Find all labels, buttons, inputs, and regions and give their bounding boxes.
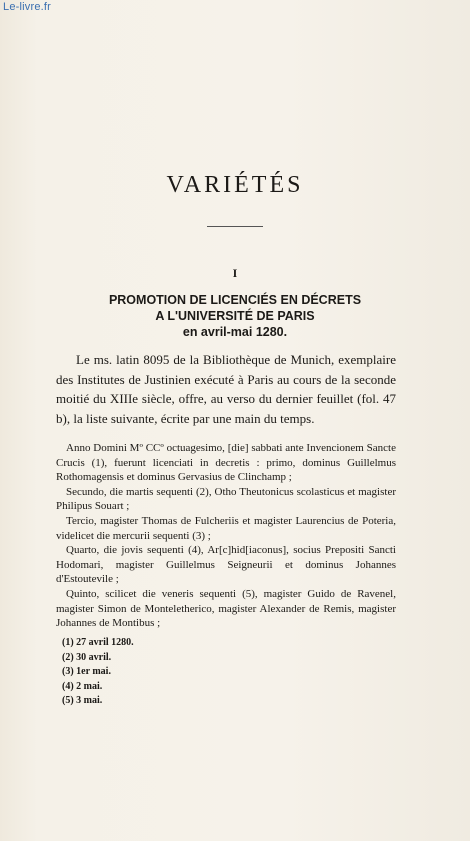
footnote-5: (5) 3 mai. [62,695,103,706]
list-paragraph-4: Quarto, die jovis sequenti (4), Ar[c]hid[iaconus], socius Prepositi Sancti Hodomari, magister Guillelmus Seigneurii et dominus Johannes d'Estoutevile ; [56,544,396,586]
heading-line-1: PROMOTION DE LICENCIÉS EN DÉCRETS [108,293,362,307]
heading-line-2: A L'UNIVERSITÉ DE PARIS [155,309,315,323]
footnote-2: (2) 30 avril. [62,651,112,663]
watermark-text: Le-livre.fr [3,1,52,13]
list-paragraph-3: Tercio, magister Thomas de Fulcheriis et magister Laurencius de Poteria, videlicet die mercurii sequenti (3) ; [56,514,396,542]
section-title: VARIÉTÉS [166,172,304,198]
title-divider [207,226,263,227]
footnote-4: (4) 2 mai. [62,680,103,692]
footnotes [62,636,262,709]
intro-paragraph: Le ms. latin 8095 de la Bibliothèque de Munich, exemplaire des Institutes de Justinien exécuté à Paris au cours de la seconde moitié du XIIIe siècle, offre, au verso du dernier feuillet (fol. 47 b), la liste suivante, écrite par une main du temps. [56,352,396,426]
heading-line-3: en avril-mai 1280. [182,325,288,339]
list-paragraph-1: Anno Domini Mº CCº octuagesimo, [die] sabbati ante Invencionem Sancte Crucis (1), fuerunt licenciati in decretis : primo, dominus Guillelmus Rothomagensis et dominus Gervasius de Clinchamp ; [56,442,396,484]
footnote-1: (1) 27 avril 1280. [62,637,134,648]
section-number: I [232,266,238,280]
footnote-3: (3) 1er mai. [62,666,111,677]
latin-list [56,441,396,631]
list-paragraph-5: Quinto, scilicet die veneris sequenti (5), magister Guido de Ravenel, magister Simon de Monteletherico, magister Alexander de Remis, magister Johannes de Montibus ; [56,587,396,630]
article-heading [40,292,430,340]
list-paragraph-2: Secundo, die martis sequenti (2), Otho Theutonicus scolasticus et magister Philipus Souart ; [56,485,396,513]
